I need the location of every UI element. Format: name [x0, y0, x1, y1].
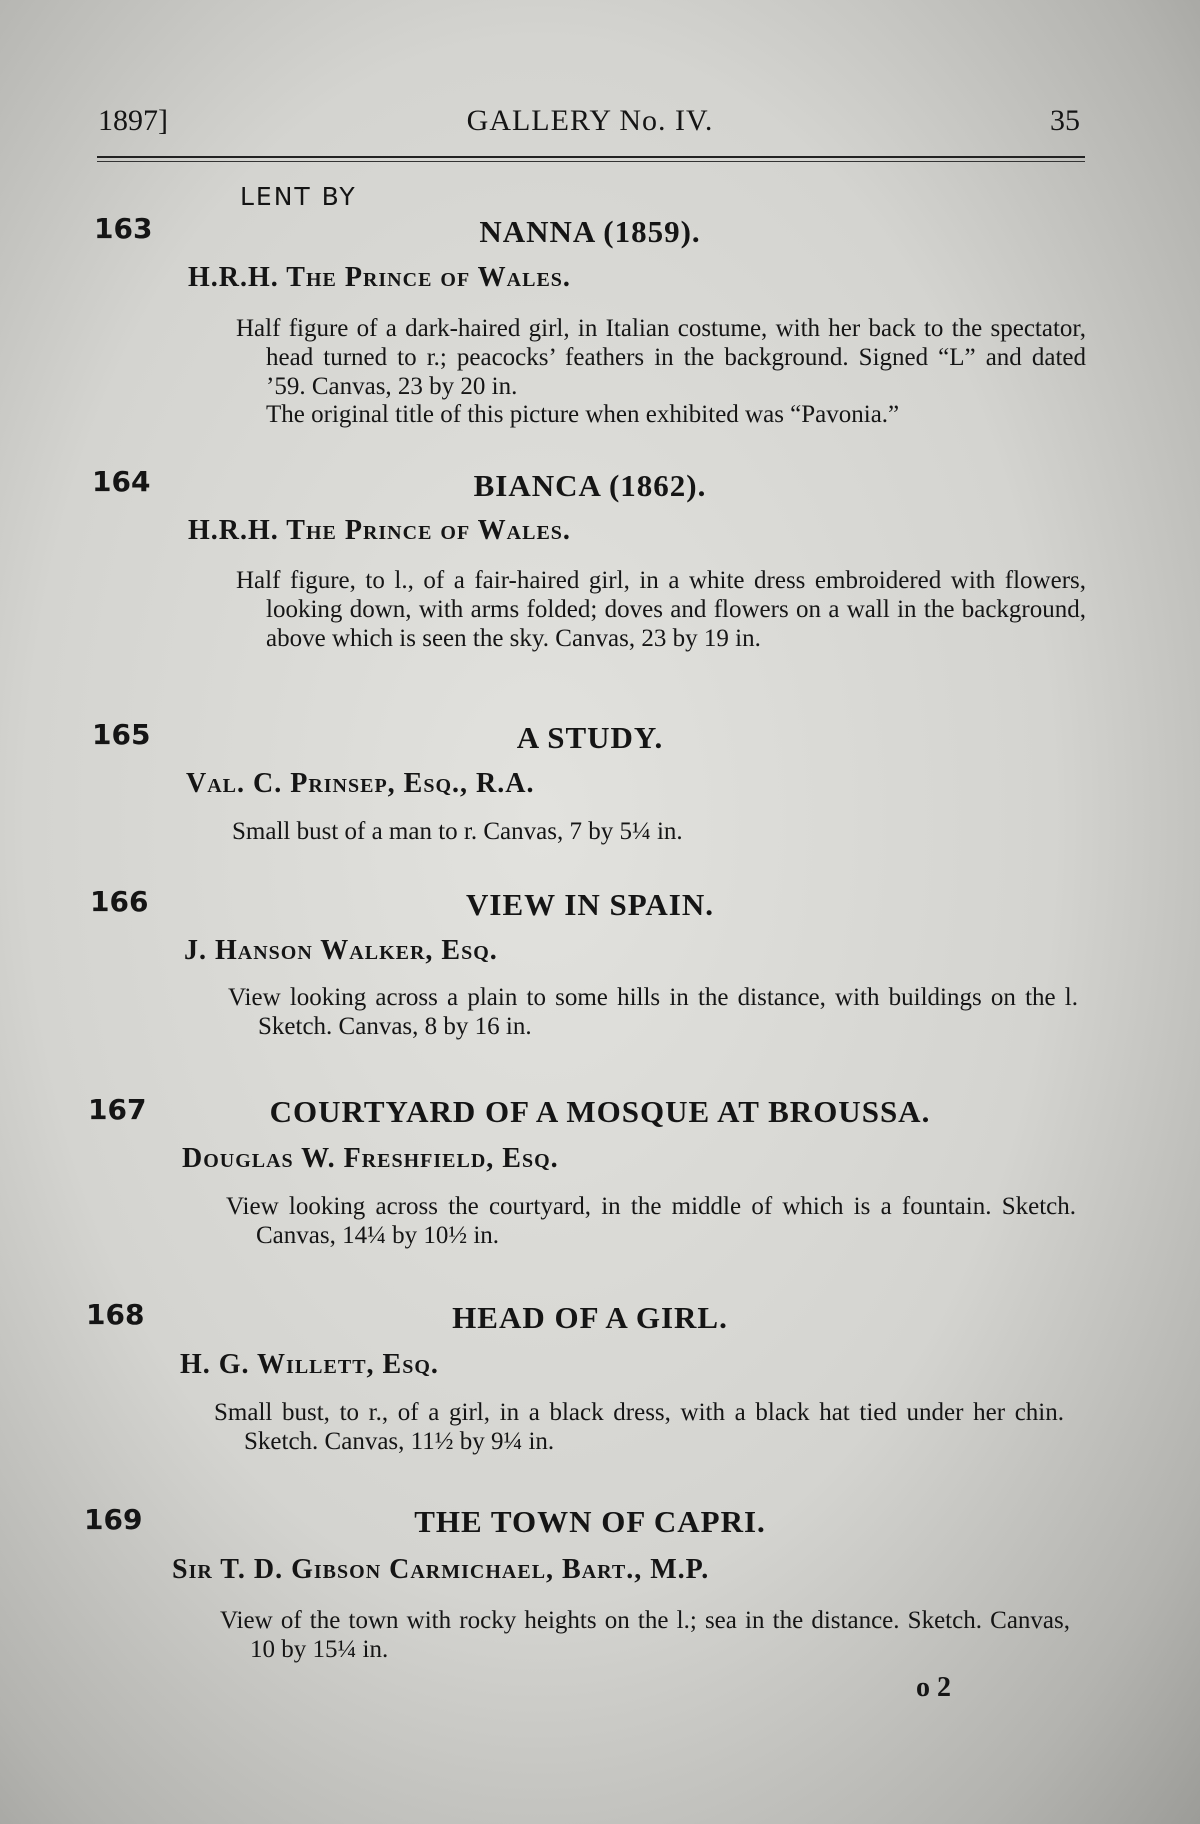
entry-number: 163 — [94, 212, 153, 245]
running-header — [0, 104, 1200, 144]
entry-number: 166 — [90, 885, 149, 918]
entry-description: Small bust of a man to r. Canvas, 7 by 5¼ in. — [232, 818, 683, 845]
entry-title: NANNA (1859). — [479, 214, 701, 249]
entry-title: COURTYARD OF A MOSQUE AT BROUSSA. — [269, 1094, 931, 1129]
entry-title: BIANCA (1862). — [473, 468, 707, 503]
header-rule-thin — [97, 161, 1085, 162]
entry-title: VIEW IN SPAIN. — [466, 887, 714, 922]
entry-description: Half figure of a dark-haired girl, in Italian costume, with her back to the spectator, head turned to r.; peacocks’ feathers in the background. Signed “L” and dated ’59. Canvas, 23 by 20 in. — [236, 315, 1086, 400]
entry-number: 169 — [84, 1503, 143, 1536]
entry-lender: H.R.H. The Prince of Wales. — [188, 515, 571, 546]
header-year: 1897] — [98, 104, 168, 137]
entry-description: Half figure, to l., of a fair-haired girl, in a white dress embroidered with flowers, looking down, with arms folded; doves and flowers on a wall in the background, above which is seen the sky. Canvas, 23 by 19 in. — [236, 567, 1086, 652]
entry-lender: Val. C. Prinsep, Esq., R.A. — [186, 768, 535, 799]
entry-lender: H. G. Willett, Esq. — [180, 1349, 439, 1380]
entry-number: 164 — [92, 465, 151, 498]
header-title: GALLERY No. IV. — [466, 104, 714, 137]
lent-by-label: LENT BY — [240, 182, 357, 211]
entry-number: 168 — [86, 1298, 145, 1331]
entry-number: 167 — [88, 1093, 147, 1126]
signature-mark: o 2 — [916, 1672, 951, 1703]
entry-description: View looking across a plain to some hills in the distance, with buildings on the l. Sketch. Canvas, 8 by 16 in. — [228, 984, 1078, 1040]
entry-description: View looking across the courtyard, in the middle of which is a fountain. Sketch. Canvas, 14¼ by 10½ in. — [226, 1193, 1076, 1249]
entry-note: The original title of this picture when exhibited was “Pavonia.” — [266, 401, 900, 428]
entry-description: View of the town with rocky heights on the l.; sea in the distance. Sketch. Canvas, 10 by 15¼ in. — [220, 1607, 1070, 1663]
entry-title: A STUDY. — [516, 720, 664, 755]
entry-title: THE TOWN OF CAPRI. — [414, 1504, 766, 1539]
entry-lender: H.R.H. The Prince of Wales. — [188, 262, 571, 293]
entry-number: 165 — [92, 718, 151, 751]
entry-lender: J. Hanson Walker, Esq. — [184, 935, 498, 966]
entry-title: HEAD OF A GIRL. — [452, 1300, 728, 1335]
entry-description: Small bust, to r., of a girl, in a black dress, with a black hat tied under her chin. Sketch. Canvas, 11½ by 9¼ in. — [214, 1399, 1064, 1455]
entry-lender: Sir T. D. Gibson Carmichael, Bart., M.P. — [172, 1554, 710, 1585]
header-rule — [97, 156, 1085, 158]
entry-lender: Douglas W. Freshfield, Esq. — [182, 1143, 559, 1174]
page-number: 35 — [1050, 104, 1080, 137]
